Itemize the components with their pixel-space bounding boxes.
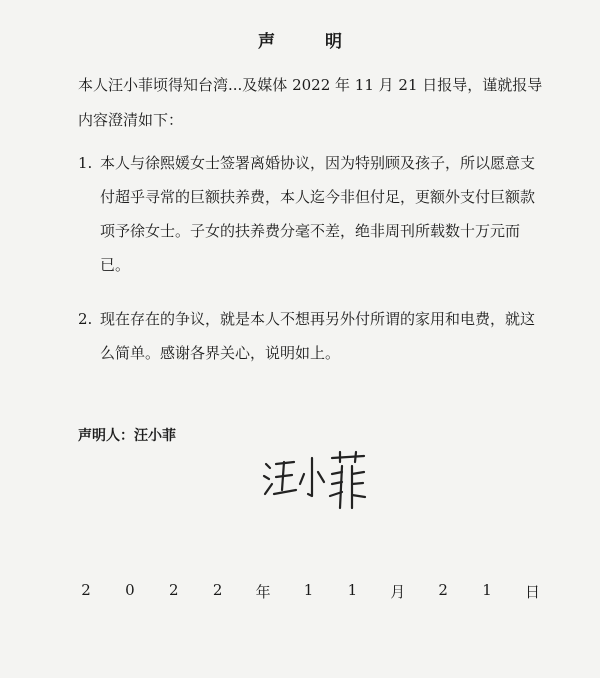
date-char: 2 <box>212 581 223 599</box>
item-text: 现在存在的争议，就是本人不想再另外付所谓的家用和电费，就这么简单。感谢各界关心，说明如上。 <box>100 310 536 362</box>
statement-item-1 <box>78 146 548 282</box>
date-char: 月 <box>390 583 406 601</box>
date-char: 0 <box>125 581 135 599</box>
item-text: 本人与徐熙媛女士签署离婚协议，因为特别顾及孩子，所以愿意支付超乎寻常的巨额扶养费，本人迄今非但付足，更额外支付巨额款项予徐女士。子女的扶养费分毫不差，绝非周刊所载数十万元而已。 <box>100 154 536 274</box>
handwritten-signature <box>260 450 370 512</box>
date-char: 2 <box>438 581 448 599</box>
statement-item-2 <box>78 302 548 370</box>
item-number: 1. <box>78 154 93 172</box>
date-char: 1 <box>347 581 358 599</box>
date-char: 2 <box>169 581 179 599</box>
date-char: 1 <box>482 581 492 599</box>
date-char: 1 <box>303 581 314 599</box>
intro-paragraph: 本人汪小菲顷得知台湾...及媒体 2022 年 11 月 21 日报导，谨就报导内容澄清如下： <box>78 76 543 129</box>
item-number: 2. <box>78 310 93 328</box>
signer-line: 声明人：汪小菲 <box>78 428 176 444</box>
date-line <box>80 581 540 602</box>
date-char: 年 <box>255 583 271 601</box>
document-title: 声 明 <box>258 32 364 52</box>
date-char: 日 <box>524 583 540 601</box>
date-char: 2 <box>81 581 91 599</box>
